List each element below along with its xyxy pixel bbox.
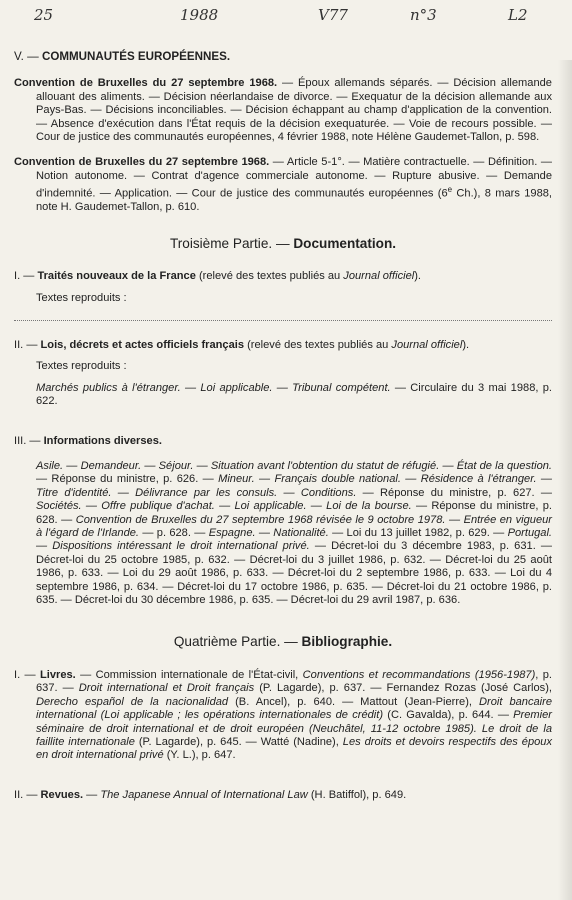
part-four-title: Quatrième Partie. — Bibliographie. — [173, 634, 393, 650]
part3-iii-entries: Asile. — Demandeur. — Séjour. — Situation avant l'obtention du statut de réfugié. — État de la question. — Réponse du ministre, p. 626. — Mineur. — Français double national. — Résidence à l'étranger. — Titre d'identité. — Délivrance par les consuls. — Conditions. — Réponse du ministre, p. 627. — Sociétés. — Offre publique d'achat. — Loi applicable. — Loi de la bourse. — Réponse du ministre, p. 628. — Convention de Bruxelles du 27 septembre 1968 révisée le 9 octobre 1978. — Entrée en vigueur à l'égard de l'Irlande. — p. 628. — Espagne. — Nationalité. — Loi du 13 juillet 1982, p. 629. — Portugal. — Dispositions intéressant le droit international privé. — Décret-loi du 3 décembre 1983, p. 631. — Décret-loi du 25 octobre 1985, p. 632. — Décret-loi du 3 juillet 1986, p. 632. — Décret-loi du 25 août 1986, p. 633. — Loi du 29 août 1986, p. 633. — Décret-loi du 2 septembre 1986, p. 633. — Loi du 4 septembre 1986, p. 634. — Décret-loi du 17 octobre 1986, p. 635. — Décret-loi du 21 octobre 1986, p. 635. — Décret-loi du 30 décembre 1986, p. 635. — Décret-loi du 29 avril 1987, p. 636. — [36, 460, 552, 607]
dotted-separator — [14, 319, 552, 321]
part3-iii-heading: III. — Informations diverses. — [14, 434, 162, 447]
handwritten-note-ref: V77 — [318, 6, 348, 24]
part4-i-books: I. — Livres. — Commission internationale de l'État-civil, Conventions et recommandations (1956-1987), p. 637. — Droit international et Droit français (P. Lagarde), p. 637. — Fernandez Rozas (José Carlos), Derecho español de la nacionalidad (B. Ancel), p. 640. — Mattout (Jean-Pierre), Droit bancaire international (Loi applicable ; les opérations internationales de crédit) (C. Gavalda), p. 644. — Premier séminaire de droit international et de droit européen (Neuchâtel, 11-12 octobre 1985). Le droit de la faillite internationale (P. Lagarde), p. 645. — Watté (Nadine), Les droits et devoirs respectifs des époux en droit international privé (Y. L.), p. 647. — [14, 668, 553, 762]
section-v-entry-2: Convention de Bruxelles du 27 septembre 1968. — Article 5-1°. — Matière contractuelle. — Définition. — Notion autonome. — Contrat d'agence commerciale autonome. — Rupture abusive. — Demande d'indemnité. — Application. — Cour de justice des communautés européennes (6e Ch.), 8 mars 1988, note H. Gaudemet-Tallon, p. 610. — [14, 156, 552, 214]
handwritten-note-right: L2 — [508, 6, 528, 24]
part3-i-subheading: Textes reproduits : — [36, 291, 127, 304]
handwritten-note-left: 25 — [34, 6, 54, 24]
part3-ii-subheading: Textes reproduits : — [36, 360, 127, 373]
handwritten-note-year: 1988 — [180, 6, 219, 24]
part-three-title: Troisième Partie. — Documentation. — [169, 235, 397, 251]
part4-ii-reviews: II. — Revues. — The Japanese Annual of International Law (H. Batiffol), p. 649. — [14, 788, 407, 801]
handwritten-note-num: n°3 — [410, 6, 437, 24]
document-body — [14, 50, 552, 802]
section-v-heading: V. — COMMUNAUTÉS EUROPÉENNES. — [14, 50, 231, 63]
section-v-entry-1: Convention de Bruxelles du 27 septembre 1968. — Époux allemands séparés. — Décision allemande allouant des aliments. — Décision néerlandaise de divorce. — Exequatur de la décision allemande aux Pays-Bas. — Décisions inconciliables. — Décision échappant au champ d'application de la convention. — Absence d'exécution dans l'État requis de la décision exequaturée. — Voie de recours possible. — Cour de justice des communautés européennes, 4 février 1988, note Hélène Gaudemet-Tallon, p. 598. — [14, 77, 552, 144]
part3-ii-item: Marchés publics à l'étranger. — Loi applicable. — Tribunal compétent. — Circulaire du 3 mai 1988, p. 622. — [36, 381, 552, 408]
part3-i-heading: I. — Traités nouveaux de la France (relevé des textes publiés au Journal officiel). — [14, 270, 421, 283]
page-edge-shadow — [558, 60, 572, 900]
part3-ii-heading: II. — Lois, décrets et actes officiels français (relevé des textes publiés au Journal officiel). — [14, 338, 470, 351]
